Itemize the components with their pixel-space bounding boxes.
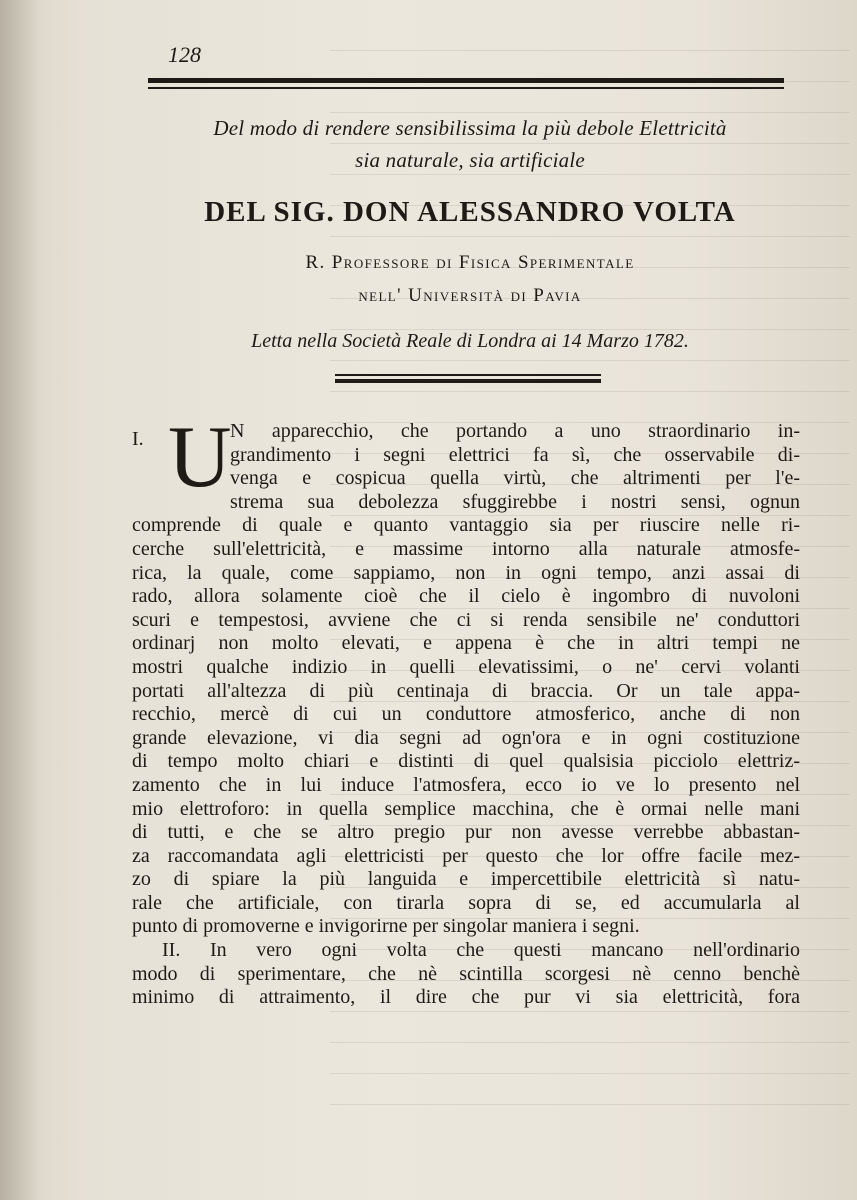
drop-cap: U bbox=[168, 409, 232, 506]
text-line: venga e cospicua quella virtù, che altrimenti per l'e- bbox=[230, 467, 800, 490]
header-rule-thin bbox=[148, 87, 784, 89]
text-line: minimo di attraimento, il dire che pur vi sia elettricità, fora bbox=[132, 986, 800, 1009]
text-line: recchio, mercè di cui un conduttore atmosferico, anche di non bbox=[132, 703, 800, 726]
title-line-2: sia naturale, sia artificiale bbox=[355, 148, 585, 172]
section-rule bbox=[335, 374, 601, 384]
text-line: di tutti, e che se altro pregio pur non avesse verrebbe abbastan- bbox=[132, 821, 800, 844]
text-line: mostri qualche indizio in quelli elevatissimi, o ne' cervi volanti bbox=[132, 655, 800, 678]
text-line: scuri e tempestosi, avviene che ci si renda sensibile ne' conduttori bbox=[132, 608, 800, 631]
text-line: N apparecchio, che portando a uno straordinario in- bbox=[230, 420, 800, 442]
author-title-line-2: nell' Università di Pavia bbox=[358, 285, 582, 306]
text-line: cerche sull'elettricità, e massime intorno alla naturale atmosfe- bbox=[132, 537, 800, 560]
text-line: comprende di quale e quanto vantaggio sia per riuscire nelle ri- bbox=[132, 514, 800, 537]
section-2-line: II. In vero ogni volta che questi mancano nell'ordinario bbox=[162, 939, 800, 962]
text-line: ordinarj non molto elevati, e appena è che in altri tempi ne bbox=[132, 632, 800, 655]
text-line: zo di spiare la più languida e impercettibile elettricità sì natu- bbox=[132, 868, 800, 891]
text-line: strema sua debolezza sfuggirebbe i nostri sensi, ognun bbox=[230, 490, 800, 513]
author-heading: DEL SIG. DON ALESSANDRO VOLTA bbox=[204, 196, 736, 228]
section-rule-thin bbox=[335, 374, 601, 376]
header-rule bbox=[148, 78, 784, 92]
reading-note: Letta nella Società Reale di Londra ai 14 Marzo 1782. bbox=[251, 330, 689, 352]
text-line: modo di sperimentare, che nè scintilla scorgesi nè cenno benchè bbox=[132, 962, 800, 985]
title-line-1: Del modo di rendere sensibilissima la più debole Elettricità bbox=[213, 116, 727, 140]
text-line: rica, la quale, come sappiamo, non in ogni tempo, anzi assai di bbox=[132, 561, 800, 584]
section-rule-thick bbox=[335, 379, 601, 383]
text-line: zamento che in lui induce l'atmosfera, ecco io ve lo presento nel bbox=[132, 773, 800, 796]
text-line: za raccomandata agli elettricisti per questo che lor offre facile mez- bbox=[132, 844, 800, 867]
author-title-line-1: R. Professore di Fisica Sperimentale bbox=[305, 252, 635, 273]
text-line: punto di promoverne e invigorirne per singolar maniera i segni. bbox=[132, 915, 640, 938]
page-number: 128 bbox=[168, 42, 201, 67]
text-line: portati all'altezza di più centinaja di braccia. Or un tale appa- bbox=[132, 679, 800, 702]
text-line: rale che artificiale, con tirarla sopra di se, ed accumularla al bbox=[132, 891, 800, 914]
section-number-1: I. bbox=[132, 428, 144, 450]
page-gutter-shadow bbox=[0, 0, 40, 1200]
text-line: grande elevazione, vi dia segni ad ogn'ora e in ogni costituzione bbox=[132, 726, 800, 749]
text-line: grandimento i segni elettrici fa sì, che osservabile di- bbox=[230, 443, 800, 466]
text-line: di tempo molto chiari e distinti di quel qualsisia picciolo elettriz- bbox=[132, 750, 800, 773]
text-line: rado, allora solamente cioè che il cielo è ingombro di nuvoloni bbox=[132, 585, 800, 608]
body-text bbox=[132, 409, 800, 1010]
text-line: mio elettroforo: in quella semplice macchina, che è ormai nelle mani bbox=[132, 797, 800, 820]
header-rule-thick bbox=[148, 78, 784, 83]
